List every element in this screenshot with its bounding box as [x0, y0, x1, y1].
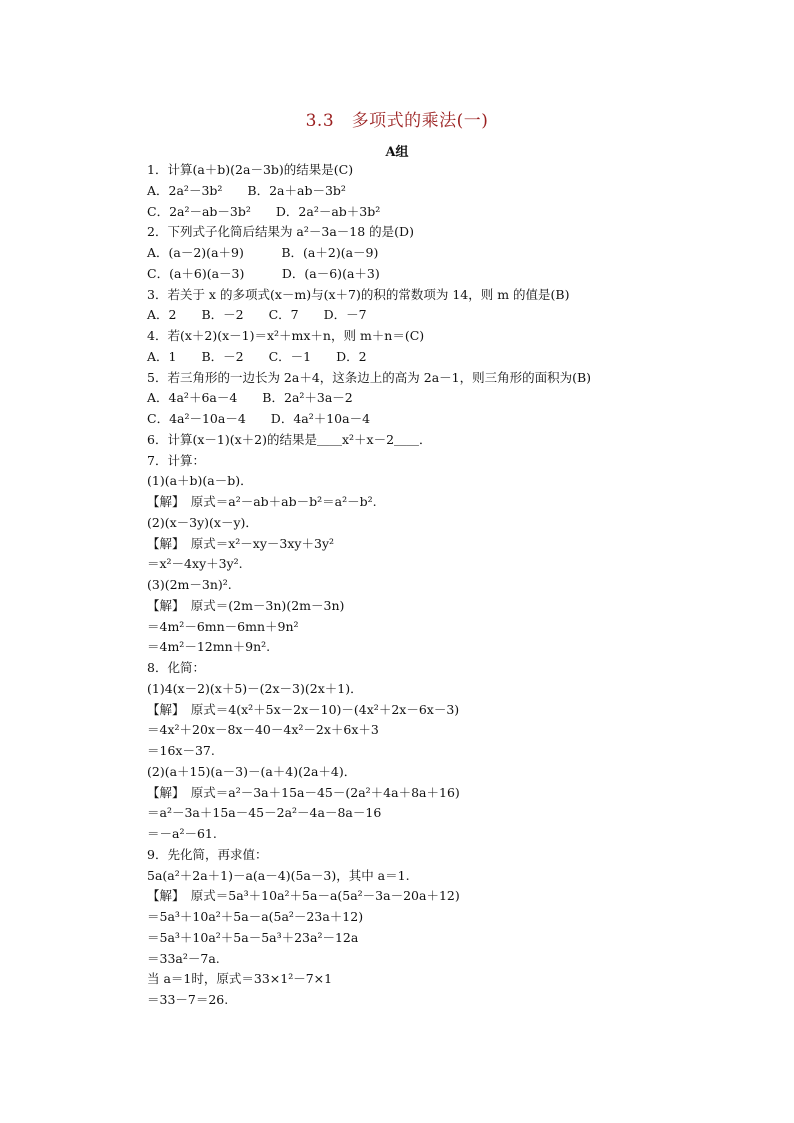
content-line: ＝4m²－12mn＋9n². [147, 639, 271, 655]
content-line: 【解】 原式＝4(x²＋5x－2x－10)－(4x²＋2x－6x－3) [147, 701, 460, 717]
content-line: ＝16x－37. [147, 743, 215, 758]
content-line: A．1 B．－2 C．－1 D．2 [147, 348, 367, 364]
content-line: 【解】 原式＝5a³＋10a²＋5a－a(5a²－3a－20a＋12) [147, 888, 460, 904]
content-line: ＝5a³＋10a²＋5a－a(5a²－23a＋12) [147, 909, 364, 924]
content-line: 6．计算(x－1)(x＋2)的结果是＿＿x²＋x－2＿＿． [147, 431, 432, 447]
content-line: 9．先化简，再求值： [147, 846, 268, 862]
content-line: 【解】 原式＝a²－3a＋15a－45－(2a²＋4a＋8a＋16) [147, 784, 460, 800]
content-line: 7．计算： [147, 452, 205, 468]
content-line: 5a(a²＋2a＋1)－a(a－4)(5a－3)，其中 a＝1. [147, 867, 410, 883]
content-line: 5．若三角形的一边长为 2a＋4，这条边上的高为 2a－1，则三角形的面积为(B) [147, 369, 592, 385]
content-line: ＝33a²－7a. [147, 950, 220, 966]
exercise-content [147, 160, 667, 1011]
content-line: ＝－a²－61. [147, 826, 217, 841]
content-line: ＝4m²－6mn－6mn＋9n² [147, 618, 299, 634]
content-line: 【解】 原式＝x²－xy－3xy＋3y² [147, 535, 335, 551]
content-line: 3．若关于 x 的多项式(x－m)与(x＋7)的积的常数项为 14，则 m 的值是(B) [147, 286, 570, 302]
content-line: ＝4x²＋20x－8x－40－4x²－2x＋6x＋3 [147, 722, 379, 738]
page-title: 3.3 多项式的乘法(一) [305, 111, 489, 131]
content-line: (1)(a＋b)(a－b)． [147, 473, 253, 489]
content-line: (2)(a＋15)(a－3)－(a＋4)(2a＋4)． [147, 763, 357, 779]
content-line: A．(a－2)(a＋9) B．(a＋2)(a－9) [147, 245, 379, 260]
content-line: 当 a＝1时，原式＝33×1²－7×1 [147, 971, 333, 987]
content-line: 8．化简： [147, 660, 205, 675]
content-line: 【解】 原式＝(2m－3n)(2m－3n) [147, 597, 345, 613]
content-line: (3)(2m－3n)². [147, 577, 232, 592]
content-line: A．2 B．－2 C．7 D．－7 [147, 307, 367, 323]
group-label: A组 [385, 145, 409, 160]
content-line: ＝33－7＝26. [147, 992, 229, 1007]
content-line: A．4a²＋6a－4 B．2a²＋3a－2 [147, 390, 353, 406]
content-line: 1．计算(a＋b)(2a－3b)的结果是(C) [147, 162, 354, 177]
content-line: (1)4(x－2)(x＋5)－(2x－3)(2x＋1)． [147, 680, 363, 696]
content-line: 2．下列式子化简后结果为 a²－3a－18 的是(D) [147, 224, 414, 240]
content-line: C．4a²－10a－4 D．4a²＋10a－4 [147, 411, 371, 426]
content-line: ＝a²－3a＋15a－45－2a²－4a－8a－16 [147, 805, 382, 821]
content-line: (2)(x－3y)(x－y)． [147, 514, 258, 530]
content-line: 【解】 原式＝a²－ab＋ab－b²＝a²－b². [147, 494, 377, 509]
content-line: ＝x²－4xy＋3y². [147, 556, 243, 572]
content-line: ＝5a³＋10a²＋5a－5a³＋23a²－12a [147, 929, 359, 945]
content-line: A．2a²－3b² B．2a＋ab－3b² [147, 182, 346, 198]
content-line: C．2a²－ab－3b² D．2a²－ab＋3b² [147, 203, 381, 219]
content-line: C．(a＋6)(a－3) D．(a－6)(a＋3) [147, 265, 380, 281]
content-line: 4．若(x＋2)(x－1)＝x²＋mx＋n，则 m＋n＝(C) [147, 328, 425, 343]
